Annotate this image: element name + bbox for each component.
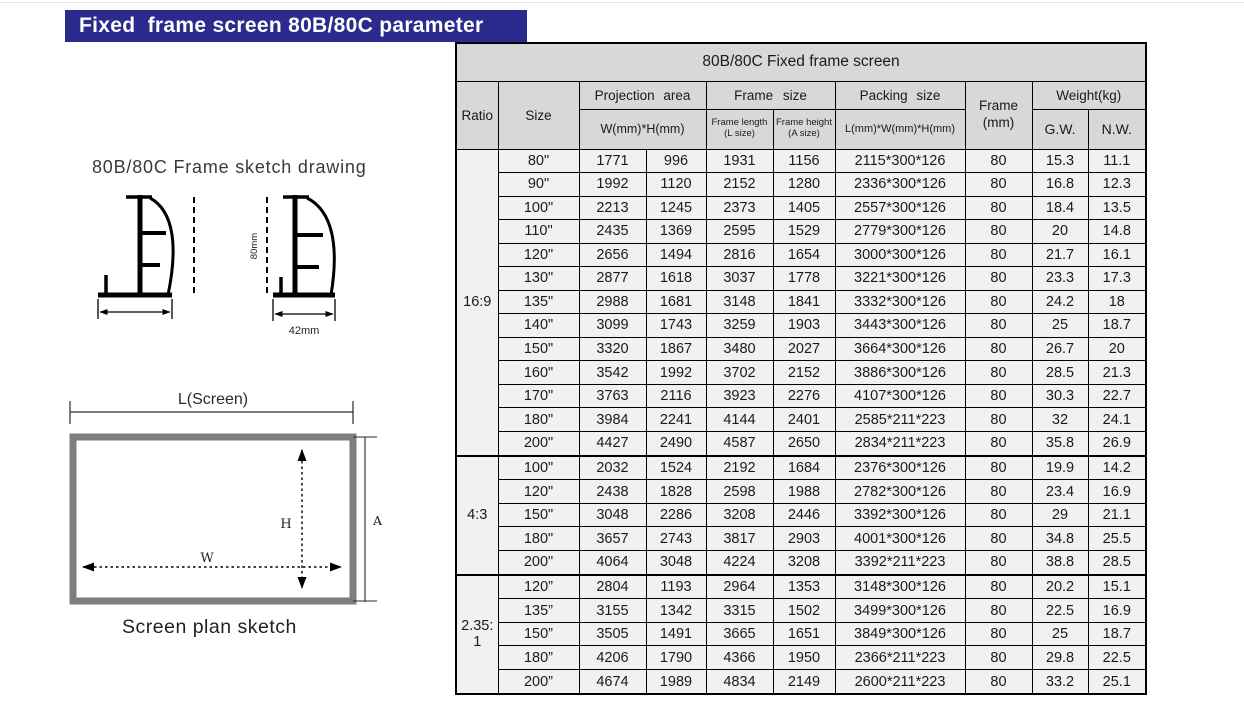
table-row (456, 149, 1146, 173)
nw-cell: 11.1 (1088, 149, 1146, 173)
gw-cell: 15.3 (1032, 149, 1088, 173)
frame-length-cell: 3480 (706, 337, 773, 361)
packing-size-cell: 2782*300*126 (835, 480, 965, 504)
nw-cell: 18.7 (1088, 314, 1146, 338)
packing-size-cell: 2376*300*126 (835, 456, 965, 480)
frame-mm-cell: 80 (965, 361, 1032, 385)
frame-length-cell: 3702 (706, 361, 773, 385)
projection-h-cell: 3048 (646, 550, 706, 574)
size-cell: 80" (498, 149, 579, 173)
nw-cell: 12.3 (1088, 173, 1146, 197)
frame-height-cell: 1903 (773, 314, 835, 338)
gw-cell: 34.8 (1032, 527, 1088, 551)
size-cell: 180" (498, 527, 579, 551)
projection-h-cell: 2241 (646, 408, 706, 432)
ratio-cell: 2.35: 1 (456, 575, 498, 694)
frame-length-cell: 3923 (706, 384, 773, 408)
col-header-frame-size: Frame size (706, 81, 835, 109)
projection-w-cell: 2988 (579, 290, 646, 314)
gw-cell: 25 (1032, 622, 1088, 646)
nw-cell: 13.5 (1088, 196, 1146, 220)
frame-mm-cell: 80 (965, 480, 1032, 504)
frame-mm-cell: 80 (965, 456, 1032, 480)
plan-width-label: W (200, 551, 214, 566)
table-body (456, 149, 1146, 694)
table-row (456, 622, 1146, 646)
packing-size-cell: 3148*300*126 (835, 575, 965, 599)
size-cell: 120” (498, 575, 579, 599)
table-row (456, 599, 1146, 623)
frame-length-cell: 2595 (706, 220, 773, 244)
col-header-size: Size (498, 81, 579, 149)
plan-top-label: L(Screen) (177, 391, 249, 408)
packing-size-cell: 3392*300*126 (835, 503, 965, 527)
nw-cell: 21.3 (1088, 361, 1146, 385)
projection-w-cell: 3984 (579, 408, 646, 432)
nw-cell: 16.9 (1088, 599, 1146, 623)
projection-h-cell: 1828 (646, 480, 706, 504)
nw-cell: 16.1 (1088, 243, 1146, 267)
gw-cell: 35.8 (1032, 431, 1088, 455)
projection-w-cell: 2435 (579, 220, 646, 244)
projection-w-cell: 4674 (579, 670, 646, 695)
packing-size-cell: 2115*300*126 (835, 149, 965, 173)
col-header-projection-area: Projection area (579, 81, 706, 109)
frame-mm-cell: 80 (965, 337, 1032, 361)
page-top-border (0, 2, 1244, 3)
projection-h-cell: 1494 (646, 243, 706, 267)
frame-height-cell: 2149 (773, 670, 835, 695)
projection-h-cell: 1245 (646, 196, 706, 220)
nw-cell: 17.3 (1088, 267, 1146, 291)
packing-size-cell: 2834*211*223 (835, 431, 965, 455)
projection-w-cell: 3048 (579, 503, 646, 527)
projection-h-cell: 1681 (646, 290, 706, 314)
size-cell: 180” (498, 646, 579, 670)
table-row (456, 384, 1146, 408)
col-header-packing-sub: L(mm)*W(mm)*H(mm) (835, 109, 965, 149)
frame-mm-cell: 80 (965, 431, 1032, 455)
packing-size-cell: 3886*300*126 (835, 361, 965, 385)
dim-label-80mm: 80mm (249, 232, 260, 260)
projection-w-cell: 3542 (579, 361, 646, 385)
frame-length-cell: 4587 (706, 431, 773, 455)
frame-length-cell: 4834 (706, 670, 773, 695)
plan-height-label: H (280, 517, 292, 532)
table-row (456, 480, 1146, 504)
table-row (456, 337, 1146, 361)
projection-w-cell: 2877 (579, 267, 646, 291)
frame-height-cell: 1156 (773, 149, 835, 173)
projection-w-cell: 4206 (579, 646, 646, 670)
col-header-frame-mm (965, 81, 1032, 149)
gw-cell: 29 (1032, 503, 1088, 527)
parameter-table (455, 42, 1147, 695)
projection-h-cell: 2743 (646, 527, 706, 551)
projection-h-cell: 1524 (646, 456, 706, 480)
frame-height-cell: 2446 (773, 503, 835, 527)
frame-height-cell: 1529 (773, 220, 835, 244)
frame-length-line1: Frame length (711, 117, 768, 129)
screen-plan-drawing (55, 388, 405, 628)
projection-w-cell: 2656 (579, 243, 646, 267)
table-row (456, 173, 1146, 197)
projection-w-cell: 2213 (579, 196, 646, 220)
projection-h-cell: 2286 (646, 503, 706, 527)
table-row (456, 550, 1146, 574)
frame-mm-cell: 80 (965, 149, 1032, 173)
gw-cell: 22.5 (1032, 599, 1088, 623)
frame-mm-line2: (mm) (982, 115, 1015, 130)
frame-length-cell: 2152 (706, 173, 773, 197)
table-row (456, 670, 1146, 695)
projection-w-cell: 3099 (579, 314, 646, 338)
frame-mm-cell: 80 (965, 173, 1032, 197)
packing-size-cell: 2585*211*223 (835, 408, 965, 432)
projection-h-cell: 996 (646, 149, 706, 173)
nw-cell: 15.1 (1088, 575, 1146, 599)
packing-size-cell: 2779*300*126 (835, 220, 965, 244)
frame-mm-cell: 80 (965, 599, 1032, 623)
packing-size-cell: 3000*300*126 (835, 243, 965, 267)
table-row (456, 527, 1146, 551)
frame-mm-cell: 80 (965, 196, 1032, 220)
frame-mm-cell: 80 (965, 550, 1032, 574)
table-row (456, 575, 1146, 599)
projection-w-cell: 2438 (579, 480, 646, 504)
col-header-nw: N.W. (1088, 109, 1146, 149)
frame-height-cell: 3208 (773, 550, 835, 574)
packing-size-cell: 4001*300*126 (835, 527, 965, 551)
table-row (456, 196, 1146, 220)
frame-profile-left (98, 195, 194, 319)
gw-cell: 25 (1032, 314, 1088, 338)
nw-cell: 24.1 (1088, 408, 1146, 432)
table-row (456, 290, 1146, 314)
frame-length-cell: 3148 (706, 290, 773, 314)
packing-size-cell: 3443*300*126 (835, 314, 965, 338)
title-banner (65, 10, 527, 42)
nw-cell: 14.2 (1088, 456, 1146, 480)
projection-h-cell: 1618 (646, 267, 706, 291)
frame-sketch-heading: 80B/80C Frame sketch drawing (92, 157, 367, 177)
table-row (456, 243, 1146, 267)
frame-height-line1: Frame height (776, 117, 832, 129)
frame-height-cell: 2152 (773, 361, 835, 385)
frame-profile-drawing (60, 185, 420, 360)
projection-w-cell: 3320 (579, 337, 646, 361)
col-header-frame-height (773, 109, 835, 149)
size-cell: 120" (498, 243, 579, 267)
frame-length-cell: 2964 (706, 575, 773, 599)
projection-w-cell: 2804 (579, 575, 646, 599)
gw-cell: 23.4 (1032, 480, 1088, 504)
frame-length-cell: 1931 (706, 149, 773, 173)
frame-height-cell: 1280 (773, 173, 835, 197)
projection-h-cell: 1743 (646, 314, 706, 338)
size-cell: 200" (498, 550, 579, 574)
projection-h-cell: 1193 (646, 575, 706, 599)
frame-height-cell: 2027 (773, 337, 835, 361)
gw-cell: 24.2 (1032, 290, 1088, 314)
frame-mm-cell: 80 (965, 575, 1032, 599)
frame-height-cell: 1950 (773, 646, 835, 670)
table-row (456, 220, 1146, 244)
projection-w-cell: 3155 (579, 599, 646, 623)
packing-size-cell: 3849*300*126 (835, 622, 965, 646)
nw-cell: 18.7 (1088, 622, 1146, 646)
size-cell: 150” (498, 622, 579, 646)
size-cell: 200" (498, 431, 579, 455)
plan-caption: Screen plan sketch (122, 616, 297, 638)
table-row (456, 431, 1146, 455)
gw-cell: 30.3 (1032, 384, 1088, 408)
size-cell: 135" (498, 290, 579, 314)
packing-size-cell: 3664*300*126 (835, 337, 965, 361)
nw-cell: 25.5 (1088, 527, 1146, 551)
gw-cell: 19.9 (1032, 456, 1088, 480)
frame-height-cell: 1502 (773, 599, 835, 623)
projection-h-cell: 2490 (646, 431, 706, 455)
size-cell: 90" (498, 173, 579, 197)
projection-w-cell: 1992 (579, 173, 646, 197)
packing-size-cell: 3392*211*223 (835, 550, 965, 574)
frame-length-line2: (L size) (724, 128, 755, 139)
packing-size-cell: 2600*211*223 (835, 670, 965, 695)
projection-w-cell: 4427 (579, 431, 646, 455)
size-cell: 135” (498, 599, 579, 623)
gw-cell: 38.8 (1032, 550, 1088, 574)
frame-height-cell: 1654 (773, 243, 835, 267)
col-header-weight: Weight(kg) (1032, 81, 1146, 109)
frame-length-cell: 2598 (706, 480, 773, 504)
frame-mm-cell: 80 (965, 527, 1032, 551)
col-header-packing-size: Packing size (835, 81, 965, 109)
projection-h-cell: 1342 (646, 599, 706, 623)
table-row (456, 503, 1146, 527)
gw-cell: 32 (1032, 408, 1088, 432)
size-cell: 150" (498, 503, 579, 527)
projection-w-cell: 3763 (579, 384, 646, 408)
frame-height-cell: 1405 (773, 196, 835, 220)
size-cell: 160" (498, 361, 579, 385)
frame-height-cell: 1651 (773, 622, 835, 646)
frame-mm-cell: 80 (965, 384, 1032, 408)
packing-size-cell: 2366*211*223 (835, 646, 965, 670)
size-cell: 180" (498, 408, 579, 432)
frame-length-cell: 4144 (706, 408, 773, 432)
frame-height-cell: 2903 (773, 527, 835, 551)
dim-label-42mm: 42mm (288, 325, 320, 337)
nw-cell: 18 (1088, 290, 1146, 314)
frame-height-line2: (A size) (788, 128, 820, 139)
nw-cell: 14.8 (1088, 220, 1146, 244)
projection-h-cell: 1369 (646, 220, 706, 244)
frame-height-cell: 2276 (773, 384, 835, 408)
projection-h-cell: 1120 (646, 173, 706, 197)
packing-size-cell: 2336*300*126 (835, 173, 965, 197)
nw-cell: 28.5 (1088, 550, 1146, 574)
nw-cell: 21.1 (1088, 503, 1146, 527)
frame-height-cell: 2650 (773, 431, 835, 455)
frame-height-cell: 1353 (773, 575, 835, 599)
frame-height-cell: 2401 (773, 408, 835, 432)
frame-length-cell: 3208 (706, 503, 773, 527)
frame-mm-cell: 80 (965, 503, 1032, 527)
nw-cell: 22.7 (1088, 384, 1146, 408)
projection-h-cell: 1491 (646, 622, 706, 646)
gw-cell: 28.5 (1032, 361, 1088, 385)
frame-length-cell: 3259 (706, 314, 773, 338)
projection-h-cell: 1992 (646, 361, 706, 385)
projection-h-cell: 1989 (646, 670, 706, 695)
nw-cell: 16.9 (1088, 480, 1146, 504)
frame-mm-cell: 80 (965, 243, 1032, 267)
frame-mm-cell: 80 (965, 670, 1032, 695)
projection-w-cell: 4064 (579, 550, 646, 574)
frame-mm-cell: 80 (965, 290, 1032, 314)
frame-length-cell: 3665 (706, 622, 773, 646)
gw-cell: 23.3 (1032, 267, 1088, 291)
frame-profile-right (249, 195, 335, 337)
size-cell: 140" (498, 314, 579, 338)
col-header-ratio: Ratio (456, 81, 498, 149)
ratio-cell: 4:3 (456, 456, 498, 575)
table-row (456, 408, 1146, 432)
frame-height-cell: 1841 (773, 290, 835, 314)
frame-length-cell: 2816 (706, 243, 773, 267)
frame-height-cell: 1684 (773, 456, 835, 480)
col-header-wh: W(mm)*H(mm) (579, 109, 706, 149)
nw-cell: 20 (1088, 337, 1146, 361)
screen-frame-rect (73, 437, 353, 601)
table-row (456, 361, 1146, 385)
projection-w-cell: 3505 (579, 622, 646, 646)
col-header-gw: G.W. (1032, 109, 1088, 149)
ratio-cell: 16:9 (456, 149, 498, 456)
nw-cell: 26.9 (1088, 431, 1146, 455)
gw-cell: 20.2 (1032, 575, 1088, 599)
frame-mm-cell: 80 (965, 267, 1032, 291)
table-row (456, 267, 1146, 291)
plan-right-label: A (373, 513, 383, 528)
gw-cell: 16.8 (1032, 173, 1088, 197)
table-row (456, 314, 1146, 338)
frame-length-cell: 4366 (706, 646, 773, 670)
size-cell: 130" (498, 267, 579, 291)
frame-length-cell: 4224 (706, 550, 773, 574)
gw-cell: 33.2 (1032, 670, 1088, 695)
size-cell: 110" (498, 220, 579, 244)
size-cell: 170" (498, 384, 579, 408)
packing-size-cell: 4107*300*126 (835, 384, 965, 408)
frame-height-cell: 1778 (773, 267, 835, 291)
nw-cell: 25.1 (1088, 670, 1146, 695)
projection-w-cell: 3657 (579, 527, 646, 551)
frame-length-cell: 2373 (706, 196, 773, 220)
table-row (456, 646, 1146, 670)
projection-h-cell: 1867 (646, 337, 706, 361)
packing-size-cell: 3332*300*126 (835, 290, 965, 314)
projection-w-cell: 2032 (579, 456, 646, 480)
col-header-frame-length (706, 109, 773, 149)
frame-length-cell: 3315 (706, 599, 773, 623)
table-row (456, 456, 1146, 480)
frame-mm-cell: 80 (965, 220, 1032, 244)
frame-mm-line1: Frame (978, 98, 1018, 114)
size-cell: 150" (498, 337, 579, 361)
projection-w-cell: 1771 (579, 149, 646, 173)
projection-h-cell: 1790 (646, 646, 706, 670)
gw-cell: 26.7 (1032, 337, 1088, 361)
frame-mm-cell: 80 (965, 646, 1032, 670)
gw-cell: 18.4 (1032, 196, 1088, 220)
frame-length-cell: 3817 (706, 527, 773, 551)
size-cell: 100" (498, 196, 579, 220)
gw-cell: 21.7 (1032, 243, 1088, 267)
gw-cell: 29.8 (1032, 646, 1088, 670)
page-title: Fixed frame screen 80B/80C parameter (79, 14, 484, 37)
gw-cell: 20 (1032, 220, 1088, 244)
frame-mm-cell: 80 (965, 622, 1032, 646)
size-cell: 100" (498, 456, 579, 480)
frame-mm-cell: 80 (965, 408, 1032, 432)
frame-mm-cell: 80 (965, 314, 1032, 338)
packing-size-cell: 3221*300*126 (835, 267, 965, 291)
frame-height-cell: 1988 (773, 480, 835, 504)
nw-cell: 22.5 (1088, 646, 1146, 670)
frame-length-cell: 3037 (706, 267, 773, 291)
size-cell: 120" (498, 480, 579, 504)
projection-h-cell: 2116 (646, 384, 706, 408)
frame-length-cell: 2192 (706, 456, 773, 480)
table-title: 80B/80C Fixed frame screen (456, 43, 1146, 81)
packing-size-cell: 3499*300*126 (835, 599, 965, 623)
packing-size-cell: 2557*300*126 (835, 196, 965, 220)
size-cell: 200” (498, 670, 579, 695)
